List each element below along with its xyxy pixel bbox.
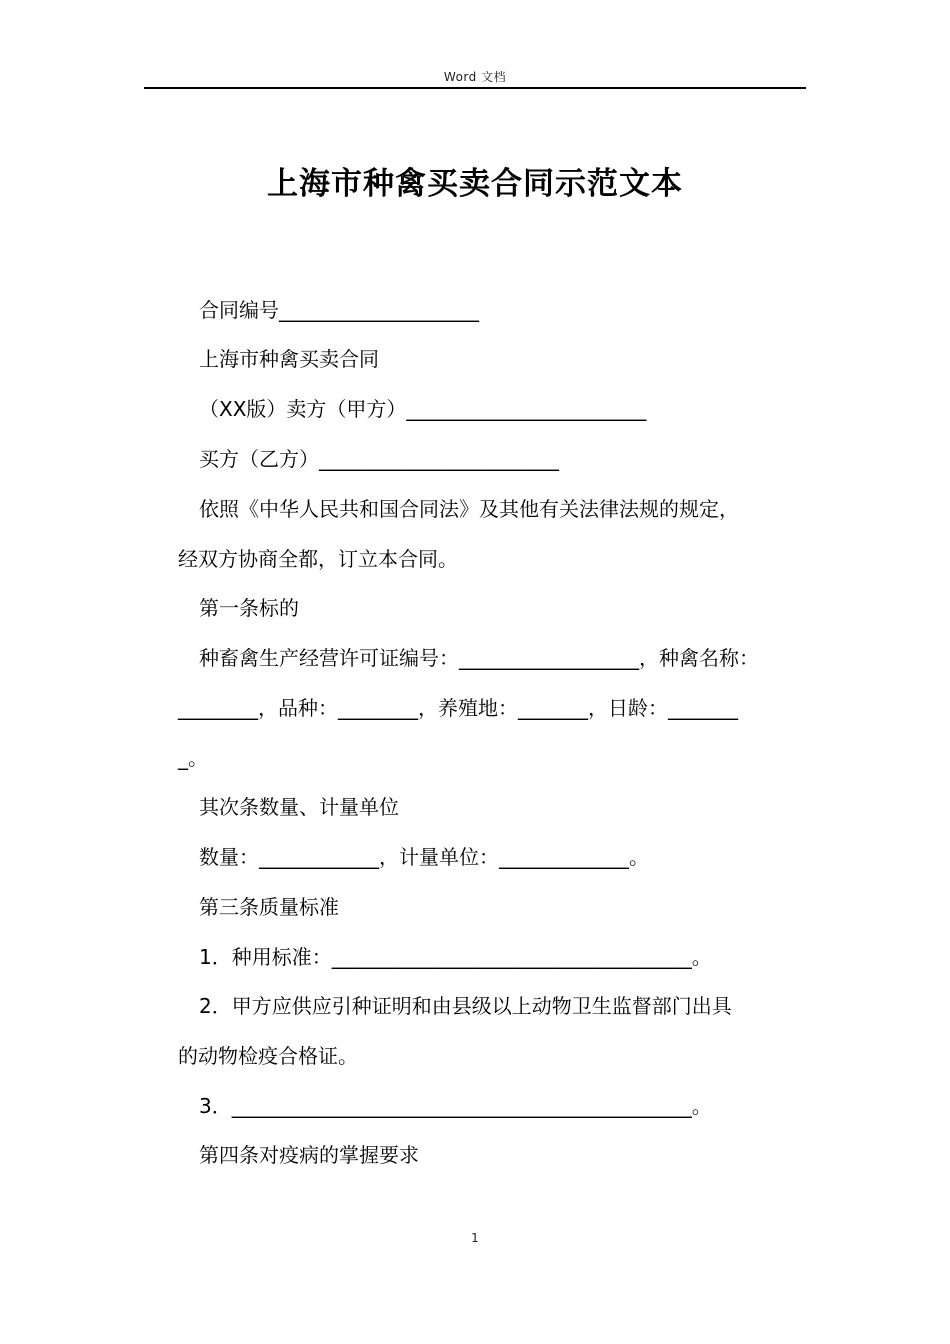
contract-number-line: 合同编号____________________: [199, 298, 479, 322]
contract-name-line: 上海市种禽买卖合同: [199, 347, 379, 371]
document-title: 上海市种禽买卖合同示范文本: [267, 166, 683, 202]
article-3-item-3: 3．______________________________________________。: [199, 1094, 712, 1118]
header-divider: [144, 87, 806, 89]
article-3-item-1: 1．种用标准：____________________________________。: [199, 945, 712, 969]
page-header: Word 文档: [443, 70, 507, 84]
page-number: 1: [471, 1231, 479, 1245]
article-2-heading: 其次条数量、计量单位: [199, 795, 399, 819]
article-1-heading: 第一条标的: [199, 596, 299, 620]
article-3-heading: 第三条质量标准: [199, 895, 339, 919]
article-1-line-1: 种畜禽生产经营许可证编号：__________________，种禽名称：: [199, 646, 759, 670]
article-4-heading: 第四条对疫病的掌握要求: [199, 1143, 419, 1167]
article-1-line-2: ________，品种：________，养殖地：_______，日龄：_______: [178, 696, 738, 720]
article-2-line-1: 数量：____________，计量单位：_____________。: [199, 845, 649, 869]
article-3-item-2-line-2: 的动物检疫合格证。: [178, 1044, 358, 1068]
article-1-line-3: _。: [178, 746, 208, 770]
buyer-line: 买方（乙方）________________________: [199, 447, 559, 471]
preamble-line-1: 依照《中华人民共和国合同法》及其他有关法律法规的规定，: [199, 497, 739, 521]
seller-line: （XX版）卖方（甲方）________________________: [199, 397, 647, 421]
article-3-item-2-line-1: 2．甲方应供应引种证明和由县级以上动物卫生监督部门出具: [199, 994, 732, 1018]
preamble-line-2: 经双方协商全都，订立本合同。: [178, 547, 458, 571]
